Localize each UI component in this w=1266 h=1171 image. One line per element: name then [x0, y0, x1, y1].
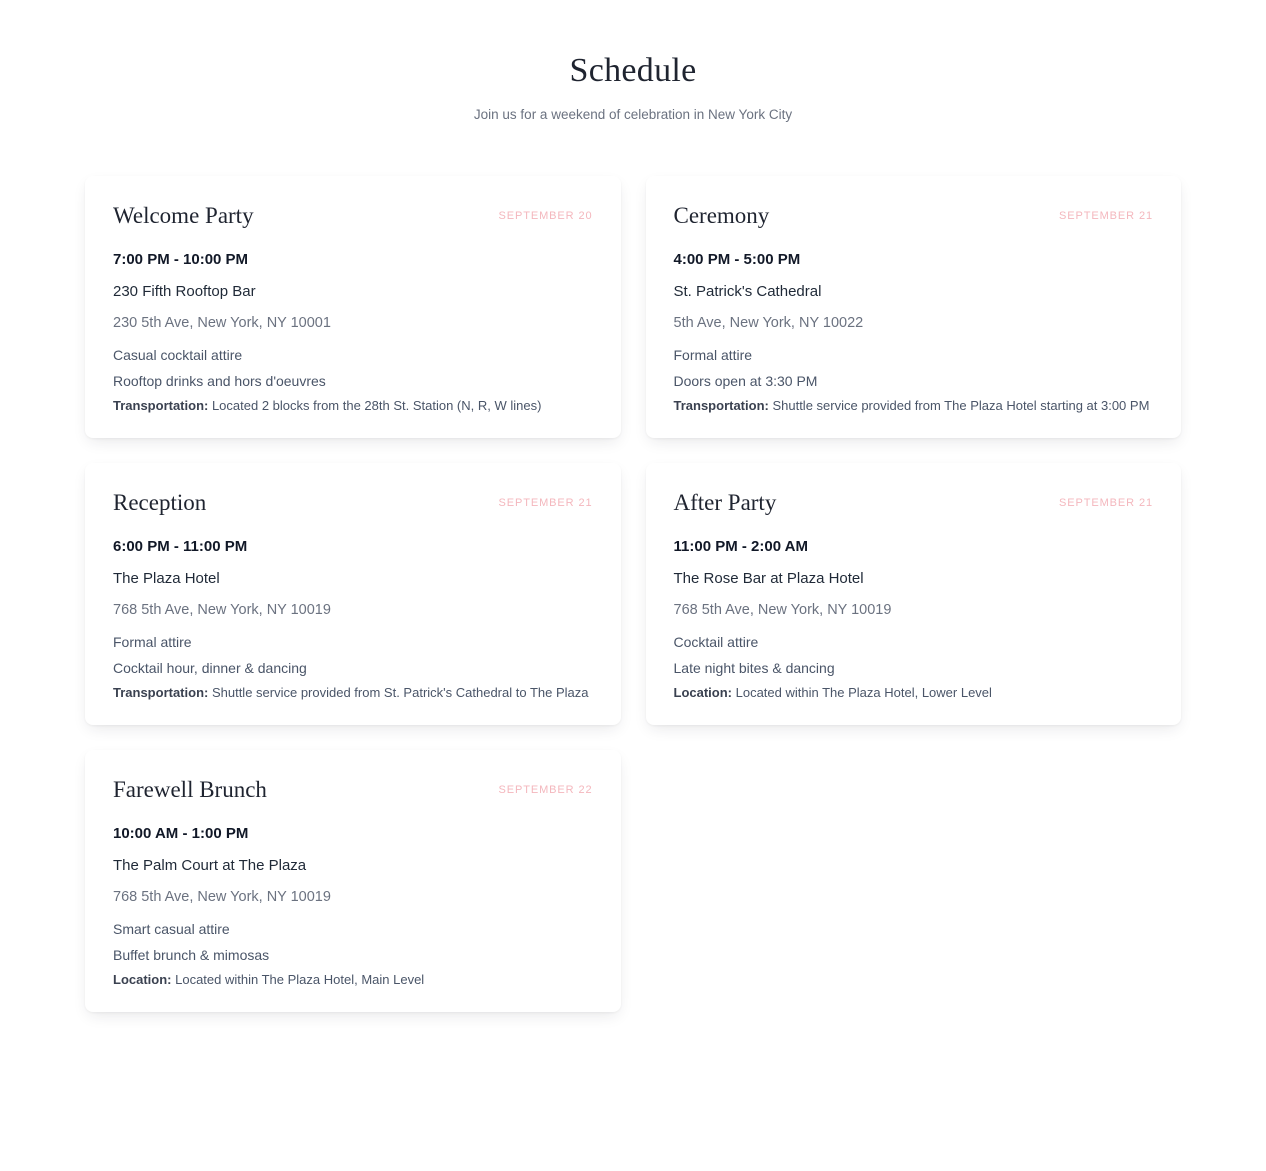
event-date-badge: SEPTEMBER 21: [1059, 497, 1153, 509]
event-note: [113, 397, 593, 414]
event-venue: St. Patrick's Cathedral: [673, 283, 822, 300]
event-note-text: Located within The Plaza Hotel, Lower Level: [732, 685, 992, 700]
event-date-badge: SEPTEMBER 21: [1059, 210, 1153, 222]
event-venue: The Plaza Hotel: [113, 570, 220, 587]
grid-empty-cell: [646, 750, 1182, 1012]
event-title: Ceremony: [673, 203, 770, 228]
event-note-label: Transportation:: [113, 685, 209, 700]
event-date-badge: SEPTEMBER 20: [498, 210, 593, 222]
event-note-label: Transportation:: [113, 398, 209, 413]
event-attire: Cocktail attire: [673, 634, 759, 650]
event-time: 11:00 PM - 2:00 AM: [673, 538, 808, 555]
event-card-after-party: [646, 463, 1182, 725]
event-note-text: Located 2 blocks from the 28th St. Station (N, R, W lines): [208, 398, 542, 413]
event-title: Farewell Brunch: [113, 777, 267, 802]
card-header: [113, 489, 593, 517]
event-date-badge: SEPTEMBER 22: [498, 784, 593, 796]
event-note-label: Location:: [113, 972, 172, 987]
event-card-ceremony: [646, 176, 1182, 438]
event-note-text: Shuttle service provided from The Plaza Hotel starting at 3:00 PM: [768, 398, 1150, 413]
event-time: 10:00 AM - 1:00 PM: [113, 825, 249, 842]
event-venue: The Palm Court at The Plaza: [113, 857, 307, 874]
event-note: [674, 397, 1154, 414]
event-note-text: Shuttle service provided from St. Patrick's Cathedral to The Plaza: [208, 685, 589, 700]
event-venue: 230 Fifth Rooftop Bar: [113, 283, 256, 300]
event-attire: Smart casual attire: [113, 921, 230, 937]
event-address: 230 5th Ave, New York, NY 10001: [113, 315, 331, 331]
event-address: 5th Ave, New York, NY 10022: [673, 315, 864, 331]
event-note-text: Located within The Plaza Hotel, Main Level: [171, 972, 425, 987]
event-description: Rooftop drinks and hors d'oeuvres: [113, 373, 326, 389]
event-attire: Casual cocktail attire: [113, 347, 243, 363]
card-header: [674, 202, 1154, 230]
event-address: 768 5th Ave, New York, NY 10019: [113, 889, 331, 905]
page-title: Schedule: [569, 52, 697, 89]
page-subtitle: Join us for a weekend of celebration in New York City: [473, 107, 793, 122]
event-card-reception: [85, 463, 621, 725]
event-note: [674, 684, 1154, 701]
event-note-label: Location:: [673, 685, 732, 700]
event-description: Doors open at 3:30 PM: [673, 373, 818, 389]
event-note: [113, 971, 593, 988]
event-address: 768 5th Ave, New York, NY 10019: [113, 602, 331, 618]
event-attire: Formal attire: [113, 634, 192, 650]
event-title: Welcome Party: [113, 203, 254, 228]
event-card-welcome-party: [85, 176, 621, 438]
event-note: [113, 684, 593, 701]
event-time: 4:00 PM - 5:00 PM: [673, 251, 801, 268]
event-title: Reception: [113, 490, 207, 515]
event-card-farewell-brunch: [85, 750, 621, 1012]
event-time: 7:00 PM - 10:00 PM: [113, 251, 249, 268]
event-card-grid: [85, 176, 1181, 1072]
card-header: [113, 776, 593, 804]
event-description: Late night bites & dancing: [673, 660, 835, 676]
card-header: [674, 489, 1154, 517]
event-date-badge: SEPTEMBER 21: [498, 497, 593, 509]
event-attire: Formal attire: [673, 347, 753, 363]
event-time: 6:00 PM - 11:00 PM: [113, 538, 248, 555]
event-address: 768 5th Ave, New York, NY 10019: [673, 602, 892, 618]
card-header: [113, 202, 593, 230]
event-description: Buffet brunch & mimosas: [113, 947, 270, 963]
event-title: After Party: [673, 490, 777, 515]
event-venue: The Rose Bar at Plaza Hotel: [673, 570, 864, 587]
event-note-label: Transportation:: [673, 398, 769, 413]
event-description: Cocktail hour, dinner & dancing: [113, 660, 307, 676]
page-header: [0, 52, 1266, 122]
